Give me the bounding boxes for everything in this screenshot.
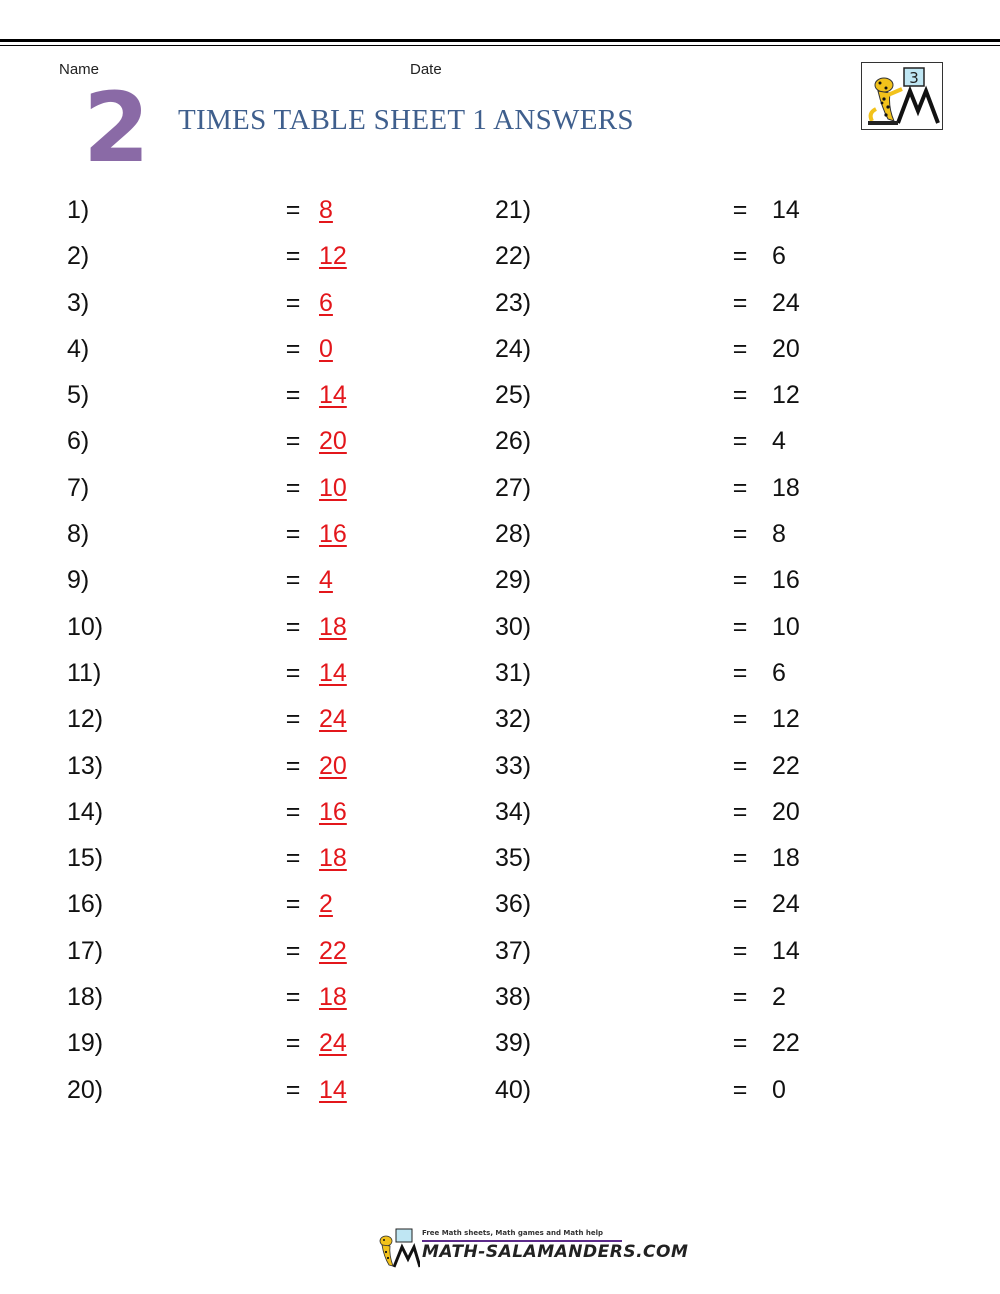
question-number: 19): [67, 1029, 104, 1058]
equals-sign: =: [732, 1029, 748, 1058]
product-answer: 10: [772, 612, 800, 641]
equals-sign: =: [732, 844, 748, 873]
equals-sign: =: [285, 705, 301, 734]
question-number: 11): [67, 658, 102, 687]
equals-sign: =: [285, 1075, 301, 1104]
question-number: 14): [67, 797, 104, 826]
equals-sign: =: [285, 612, 301, 641]
product-answer: 12: [772, 381, 800, 410]
product-answer: 8: [319, 196, 333, 224]
product-answer: 20: [772, 797, 800, 826]
question-number: 26): [495, 427, 532, 456]
product-answer: 6: [772, 242, 786, 271]
product-answer: 22: [772, 1029, 800, 1058]
product-answer: 14: [319, 381, 347, 410]
question-number: 6): [67, 427, 90, 456]
equals-sign: =: [285, 658, 301, 687]
equals-sign: =: [732, 1075, 748, 1104]
top-rule-thin: [0, 45, 1000, 46]
product-answer: 18: [772, 844, 800, 873]
product-answer: 16: [319, 520, 347, 549]
question-number: 13): [67, 751, 104, 780]
equals-sign: =: [732, 520, 748, 549]
question-number: 37): [495, 936, 532, 965]
question-number: 10): [67, 612, 104, 641]
date-label: Date: [410, 61, 442, 78]
question-number: 12): [67, 705, 104, 734]
product-answer: 16: [772, 566, 800, 595]
question-number: 35): [495, 844, 532, 873]
product-answer: 0: [319, 334, 333, 363]
question-number: 32): [495, 705, 532, 734]
equals-sign: =: [732, 936, 748, 965]
equals-sign: =: [285, 473, 301, 502]
question-number: 31): [495, 658, 532, 687]
equals-sign: =: [732, 381, 748, 410]
footer-tagline: Free Math sheets, Math games and Math help: [422, 1229, 604, 1237]
product-answer: 14: [319, 658, 347, 687]
equals-sign: =: [285, 520, 301, 549]
product-answer: 24: [772, 288, 800, 317]
question-number: 22): [495, 242, 532, 271]
question-number: 36): [495, 890, 532, 919]
equals-sign: =: [285, 844, 301, 873]
product-answer: 6: [319, 288, 333, 317]
product-answer: 12: [772, 705, 800, 734]
product-answer: 2: [319, 890, 333, 919]
question-number: 4): [67, 334, 90, 363]
product-answer: 18: [319, 612, 347, 641]
question-number: 16): [67, 890, 104, 919]
question-number: 25): [495, 381, 532, 410]
equals-sign: =: [732, 242, 748, 271]
product-answer: 8: [772, 520, 786, 549]
equals-sign: =: [732, 334, 748, 363]
top-rule: [0, 39, 1000, 42]
question-number: 7): [67, 473, 90, 502]
equals-sign: =: [285, 427, 301, 456]
question-number: 2): [67, 242, 90, 271]
question-number: 18): [67, 983, 104, 1012]
page-title: TIMES TABLE SHEET 1 ANSWERS: [178, 104, 634, 136]
question-number: 33): [495, 751, 532, 780]
equals-sign: =: [285, 983, 301, 1012]
question-number: 1): [67, 196, 90, 224]
footer-salamander-icon: [374, 1227, 420, 1269]
product-answer: 2: [772, 983, 786, 1012]
equals-sign: =: [732, 196, 748, 224]
product-answer: 10: [319, 473, 347, 502]
question-number: 28): [495, 520, 532, 549]
equals-sign: =: [285, 936, 301, 965]
equals-sign: =: [732, 612, 748, 641]
equals-sign: =: [285, 797, 301, 826]
times-table-number: 2: [83, 72, 150, 184]
product-answer: 20: [772, 334, 800, 363]
equals-sign: =: [285, 1029, 301, 1058]
question-number: 21): [495, 196, 532, 224]
equals-sign: =: [285, 751, 301, 780]
product-answer: 24: [319, 705, 347, 734]
question-number: 17): [67, 936, 104, 965]
question-number: 39): [495, 1029, 532, 1058]
question-number: 38): [495, 983, 532, 1012]
question-number: 9): [67, 566, 90, 595]
question-number: 15): [67, 844, 104, 873]
product-answer: 6: [772, 658, 786, 687]
equals-sign: =: [732, 797, 748, 826]
product-answer: 22: [319, 936, 347, 965]
equals-sign: =: [285, 890, 301, 919]
equals-sign: =: [732, 705, 748, 734]
salamander-logo-icon: [862, 63, 942, 129]
product-answer: 18: [319, 844, 347, 873]
equals-sign: =: [732, 288, 748, 317]
equals-sign: =: [732, 658, 748, 687]
product-answer: 14: [319, 1075, 347, 1104]
equals-sign: =: [732, 566, 748, 595]
question-number: 24): [495, 334, 532, 363]
question-number: 8): [67, 520, 90, 549]
product-answer: 12: [319, 242, 347, 271]
name-label: Name: [59, 61, 100, 78]
equals-sign: =: [732, 427, 748, 456]
question-number: 23): [495, 288, 532, 317]
product-answer: 0: [772, 1075, 786, 1104]
product-answer: 18: [772, 473, 800, 502]
equals-sign: =: [285, 334, 301, 363]
equals-sign: =: [732, 473, 748, 502]
equals-sign: =: [732, 751, 748, 780]
product-answer: 14: [772, 936, 800, 965]
equals-sign: =: [285, 381, 301, 410]
question-number: 29): [495, 566, 532, 595]
product-answer: 24: [319, 1029, 347, 1058]
product-answer: 24: [772, 890, 800, 919]
product-answer: 18: [319, 983, 347, 1012]
logo-digit: 3: [909, 69, 919, 87]
question-number: 30): [495, 612, 532, 641]
question-number: 3): [67, 288, 90, 317]
product-answer: 22: [772, 751, 800, 780]
product-answer: 14: [772, 196, 800, 224]
question-number: 5): [67, 381, 90, 410]
equals-sign: =: [285, 288, 301, 317]
product-answer: 20: [319, 427, 347, 456]
question-number: 40): [495, 1075, 532, 1104]
question-number: 20): [67, 1075, 104, 1104]
equals-sign: =: [285, 242, 301, 271]
salamander-logo: [861, 62, 943, 130]
product-answer: 20: [319, 751, 347, 780]
footer-site-name: MATH-SALAMANDERS.COM: [422, 1242, 689, 1262]
question-number: 34): [495, 797, 532, 826]
product-answer: 4: [772, 427, 786, 456]
equals-sign: =: [732, 983, 748, 1012]
footer-logo: [374, 1227, 689, 1271]
question-number: 27): [495, 473, 532, 502]
product-answer: 4: [319, 566, 333, 595]
equals-sign: =: [285, 566, 301, 595]
equals-sign: =: [285, 196, 301, 224]
equals-sign: =: [732, 890, 748, 919]
product-answer: 16: [319, 797, 347, 826]
